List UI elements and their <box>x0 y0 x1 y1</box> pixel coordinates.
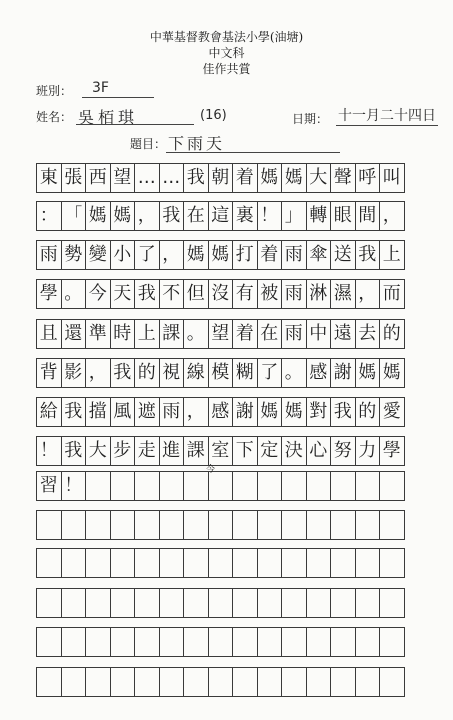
grid-row <box>36 279 405 309</box>
name-value: 吳栢琪 <box>78 108 139 127</box>
grid-cell <box>355 510 381 540</box>
grid-cell: 雨 <box>36 240 62 270</box>
grid-cell <box>61 667 87 697</box>
class-value: 3F <box>92 80 109 96</box>
grid-cell: 且 <box>36 319 62 349</box>
grid-cell <box>355 667 381 697</box>
grid-row <box>36 397 405 427</box>
grid-cell <box>208 471 234 501</box>
grid-cell: ， <box>85 358 111 388</box>
grid-cell: 媽 <box>355 358 381 388</box>
grid-cell <box>134 471 160 501</box>
grid-cell: 視 <box>159 358 185 388</box>
grid-row <box>36 358 405 388</box>
grid-cell: 大 <box>306 163 332 193</box>
grid-cell <box>208 667 234 697</box>
grid-cell <box>379 548 405 578</box>
grid-cell: 我 <box>355 240 381 270</box>
grid-cell <box>85 667 111 697</box>
grid-cell: 望 <box>208 319 234 349</box>
grid-cell <box>110 548 136 578</box>
grid-cell <box>134 588 160 618</box>
class-label: 班別： <box>36 84 73 98</box>
grid-cell: 學 <box>36 279 62 309</box>
grid-row <box>36 319 405 349</box>
grid-cell: 遠 <box>330 319 356 349</box>
grid-cell <box>61 510 87 540</box>
grid-row <box>36 667 405 697</box>
grid-cell: 擋 <box>85 397 111 427</box>
grid-row <box>36 627 405 657</box>
grid-cell: 被 <box>257 279 283 309</box>
grid-cell: 中 <box>306 319 332 349</box>
grid-cell: 我 <box>61 397 87 427</box>
grid-cell: 我 <box>134 279 160 309</box>
grid-cell <box>281 667 307 697</box>
section-title: 佳作共賞 <box>202 62 251 76</box>
grid-cell <box>85 548 111 578</box>
date-label: 日期： <box>292 112 329 126</box>
grid-cell <box>257 471 283 501</box>
grid-cell <box>36 627 62 657</box>
grid-cell <box>134 510 160 540</box>
grid-cell: 影 <box>61 358 87 388</box>
grid-cell: 着 <box>232 319 258 349</box>
grid-cell: 遮 <box>134 397 160 427</box>
grid-cell: 媽 <box>85 201 111 231</box>
correction-mark: 今 <box>206 465 216 475</box>
grid-cell: 」 <box>281 201 307 231</box>
grid-cell: 送 <box>330 240 356 270</box>
grid-cell <box>257 510 283 540</box>
grid-row <box>36 201 405 231</box>
grid-cell: ！ <box>61 471 87 501</box>
grid-cell <box>232 471 258 501</box>
subject-title: 中文科 <box>208 46 245 60</box>
grid-cell: 雨 <box>281 319 307 349</box>
grid-cell: 我 <box>330 397 356 427</box>
grid-cell: 的 <box>134 358 160 388</box>
grid-cell <box>379 588 405 618</box>
grid-cell: 給 <box>36 397 62 427</box>
grid-cell <box>355 548 381 578</box>
grid-cell <box>232 510 258 540</box>
grid-cell <box>208 588 234 618</box>
grid-cell <box>61 588 87 618</box>
grid-cell <box>379 627 405 657</box>
grid-cell <box>355 471 381 501</box>
grid-cell: 有 <box>232 279 258 309</box>
grid-cell: 媽 <box>183 240 209 270</box>
grid-cell <box>183 548 209 578</box>
grid-cell: 今 <box>85 279 111 309</box>
grid-cell <box>355 627 381 657</box>
grid-cell: 轉 <box>306 201 332 231</box>
grid-cell <box>208 548 234 578</box>
grid-cell <box>36 548 62 578</box>
grid-cell: 。 <box>281 358 307 388</box>
grid-cell: 我 <box>110 358 136 388</box>
grid-cell <box>159 627 185 657</box>
grid-cell <box>85 627 111 657</box>
grid-cell: 着 <box>232 163 258 193</box>
grid-cell: 而 <box>379 279 405 309</box>
grid-cell: 媽 <box>257 163 283 193</box>
grid-cell <box>330 510 356 540</box>
grid-cell: 淋 <box>306 279 332 309</box>
grid-cell <box>281 510 307 540</box>
grid-cell <box>159 667 185 697</box>
grid-cell: 準 <box>85 319 111 349</box>
grid-cell: 課 <box>159 319 185 349</box>
grid-cell <box>257 667 283 697</box>
grid-cell: 的 <box>379 319 405 349</box>
grid-cell <box>281 627 307 657</box>
grid-cell <box>110 667 136 697</box>
grid-cell <box>36 588 62 618</box>
name-label: 姓名： <box>36 110 73 124</box>
grid-cell <box>110 510 136 540</box>
date-underline <box>336 125 438 126</box>
date-value: 十一月二十四日 <box>338 108 436 124</box>
grid-cell: 天 <box>110 279 136 309</box>
grid-cell: ， <box>134 201 160 231</box>
grid-cell <box>257 548 283 578</box>
grid-cell: 學 <box>379 436 405 466</box>
grid-cell <box>159 588 185 618</box>
grid-cell: 媽 <box>110 201 136 231</box>
grid-cell: 沒 <box>208 279 234 309</box>
grid-cell: 小 <box>110 240 136 270</box>
grid-cell <box>183 471 209 501</box>
grid-cell: ， <box>379 201 405 231</box>
grid-cell <box>306 548 332 578</box>
grid-cell: 雨 <box>281 279 307 309</box>
grid-cell <box>281 471 307 501</box>
grid-cell: 媽 <box>281 163 307 193</box>
grid-cell: 謝 <box>232 397 258 427</box>
grid-cell: 聲 <box>330 163 356 193</box>
grid-cell <box>257 588 283 618</box>
grid-cell: 風 <box>110 397 136 427</box>
grid-cell: 的 <box>355 397 381 427</box>
grid-cell: 糊 <box>232 358 258 388</box>
grid-cell: 對 <box>306 397 332 427</box>
grid-cell: 還 <box>61 319 87 349</box>
grid-cell <box>281 548 307 578</box>
grid-cell <box>330 471 356 501</box>
grid-cell: 濕 <box>330 279 356 309</box>
grid-cell <box>134 627 160 657</box>
grid-cell: 力 <box>355 436 381 466</box>
grid-cell: 變 <box>85 240 111 270</box>
grid-cell <box>306 471 332 501</box>
grid-cell <box>36 510 62 540</box>
grid-cell <box>232 588 258 618</box>
grid-cell: 着 <box>257 240 283 270</box>
grid-cell: 媽 <box>281 397 307 427</box>
grid-cell: 。 <box>61 279 87 309</box>
grid-cell <box>159 548 185 578</box>
grid-cell <box>208 510 234 540</box>
class-underline <box>82 97 154 98</box>
grid-cell: 呼 <box>355 163 381 193</box>
grid-cell <box>61 627 87 657</box>
topic-underline <box>166 152 340 153</box>
grid-cell: … <box>134 163 160 193</box>
grid-cell: 望 <box>110 163 136 193</box>
grid-cell <box>85 588 111 618</box>
grid-cell <box>306 588 332 618</box>
grid-cell: 東 <box>36 163 62 193</box>
grid-cell <box>36 667 62 697</box>
grid-cell: 感 <box>208 397 234 427</box>
grid-cell <box>232 667 258 697</box>
grid-cell <box>61 548 87 578</box>
grid-cell <box>306 510 332 540</box>
grid-cell <box>330 667 356 697</box>
grid-cell: 傘 <box>306 240 332 270</box>
grid-cell <box>330 588 356 618</box>
grid-cell: … <box>159 163 185 193</box>
grid-row <box>36 548 405 578</box>
grid-cell: 走 <box>134 436 160 466</box>
grid-cell: 背 <box>36 358 62 388</box>
grid-cell: 感 <box>306 358 332 388</box>
topic-label: 題目： <box>130 137 167 151</box>
grid-cell <box>159 510 185 540</box>
grid-cell: 心 <box>306 436 332 466</box>
grid-cell: 媽 <box>208 240 234 270</box>
grid-cell: 上 <box>379 240 405 270</box>
grid-cell <box>306 667 332 697</box>
grid-cell: 課 <box>183 436 209 466</box>
grid-cell: 眼 <box>330 201 356 231</box>
grid-cell: 步 <box>110 436 136 466</box>
grid-cell <box>110 588 136 618</box>
grid-cell <box>257 627 283 657</box>
grid-row <box>36 588 405 618</box>
grid-cell: 媽 <box>257 397 283 427</box>
grid-cell: 叫 <box>379 163 405 193</box>
grid-cell: 打 <box>232 240 258 270</box>
grid-cell: 媽 <box>379 358 405 388</box>
grid-cell: 下 <box>232 436 258 466</box>
grid-cell: ， <box>183 397 209 427</box>
grid-cell <box>183 667 209 697</box>
grid-cell <box>183 588 209 618</box>
grid-cell: 進 <box>159 436 185 466</box>
grid-cell: ， <box>355 279 381 309</box>
grid-row <box>36 240 405 270</box>
grid-cell: 間 <box>355 201 381 231</box>
grid-cell: 在 <box>183 201 209 231</box>
grid-cell <box>183 510 209 540</box>
grid-cell: 雨 <box>281 240 307 270</box>
school-name: 中華基督教會基法小學(油塘) <box>149 30 304 44</box>
grid-cell: 不 <box>159 279 185 309</box>
topic-value: 下雨天 <box>168 134 226 153</box>
grid-cell: 習 <box>36 471 62 501</box>
grid-cell <box>232 548 258 578</box>
grid-cell: 我 <box>61 436 87 466</box>
grid-cell <box>355 588 381 618</box>
grid-cell: 我 <box>159 201 185 231</box>
grid-cell <box>110 627 136 657</box>
name-underline <box>76 124 194 125</box>
grid-cell <box>134 667 160 697</box>
grid-row <box>36 163 405 193</box>
student-number: (16) <box>200 108 227 123</box>
grid-cell: 模 <box>208 358 234 388</box>
grid-cell: 決 <box>281 436 307 466</box>
grid-cell: 上 <box>134 319 160 349</box>
grid-cell: 張 <box>61 163 87 193</box>
grid-cell: 朝 <box>208 163 234 193</box>
grid-cell <box>159 471 185 501</box>
grid-cell <box>330 627 356 657</box>
grid-cell <box>330 548 356 578</box>
grid-cell: 雨 <box>159 397 185 427</box>
grid-cell: ！ <box>36 436 62 466</box>
grid-cell: 這 <box>208 201 234 231</box>
grid-cell: 愛 <box>379 397 405 427</box>
grid-cell <box>85 510 111 540</box>
grid-cell: 裏 <box>232 201 258 231</box>
grid-cell: 了 <box>134 240 160 270</box>
grid-cell: 室 <box>208 436 234 466</box>
grid-row <box>36 510 405 540</box>
grid-cell <box>110 471 136 501</box>
grid-cell: 大 <box>85 436 111 466</box>
grid-row <box>36 436 405 466</box>
grid-cell: 定 <box>257 436 283 466</box>
grid-cell: 。 <box>183 319 209 349</box>
grid-cell: ： <box>36 201 62 231</box>
grid-cell <box>183 627 209 657</box>
grid-cell: 謝 <box>330 358 356 388</box>
grid-cell: 「 <box>61 201 87 231</box>
grid-row <box>36 471 405 501</box>
grid-cell <box>306 627 332 657</box>
grid-cell: 了 <box>257 358 283 388</box>
grid-cell: 去 <box>355 319 381 349</box>
grid-cell: ， <box>159 240 185 270</box>
grid-cell: ！ <box>257 201 283 231</box>
grid-cell: 勢 <box>61 240 87 270</box>
grid-cell <box>134 548 160 578</box>
grid-cell: 我 <box>183 163 209 193</box>
grid-cell: 西 <box>85 163 111 193</box>
grid-cell <box>379 667 405 697</box>
grid-cell <box>232 627 258 657</box>
grid-cell <box>208 627 234 657</box>
grid-cell: 時 <box>110 319 136 349</box>
grid-cell <box>379 471 405 501</box>
grid-cell <box>85 471 111 501</box>
grid-cell <box>281 588 307 618</box>
grid-cell: 線 <box>183 358 209 388</box>
grid-cell: 努 <box>330 436 356 466</box>
grid-cell: 但 <box>183 279 209 309</box>
grid-cell <box>379 510 405 540</box>
grid-cell: 在 <box>257 319 283 349</box>
